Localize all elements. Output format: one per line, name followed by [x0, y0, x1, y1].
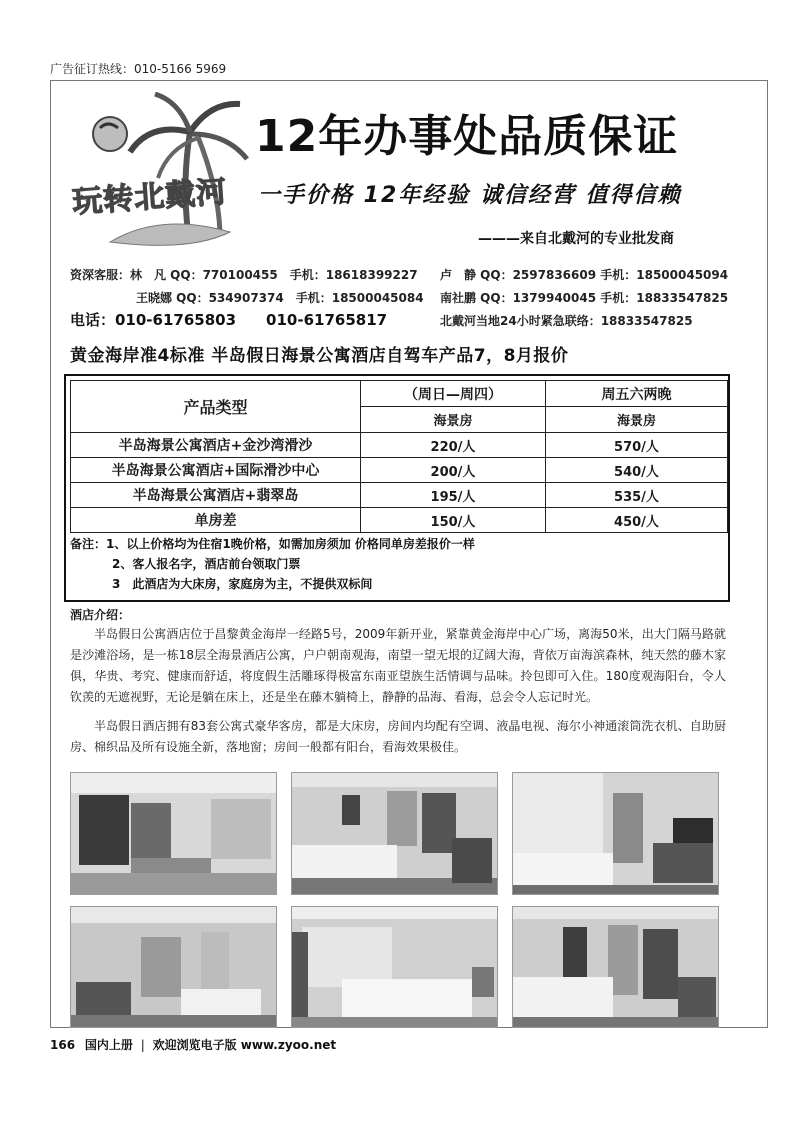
table-row [71, 433, 728, 458]
contact-wang-xiaona: 王晓娜 QQ：534907374 手机：18500045084 [136, 291, 424, 305]
source-tagline: ———来自北戴河的专业批发商 [478, 231, 674, 247]
photo-bedroom-2 [512, 772, 719, 895]
col-header-weekend: 周五六两晚 [546, 381, 728, 407]
emergency-contact: 北戴河当地24小时紧急联络：18833547825 [440, 314, 693, 328]
section-name: 国内上册 [84, 1038, 133, 1052]
contact-nan-shepeng: 南社鹏 QQ：1379940045 手机：18833547825 [440, 291, 729, 305]
note-1: 备注：1、以上价格均为住宿1晚价格，如需加房须加 价格同单房差报价一样 [70, 537, 475, 551]
row-weekend-price: 450/人 [546, 508, 728, 533]
col-header-type: 产品类型 [71, 381, 361, 433]
row-name: 半岛海景公寓酒店+金沙湾滑沙 [71, 433, 361, 458]
sub-header-weekend: 海景房 [546, 407, 728, 433]
photo-lobby [70, 772, 277, 895]
note-3: 3 此酒店为大床房，家庭房为主，不提供双标间 [112, 577, 373, 591]
row-name: 单房差 [71, 508, 361, 533]
photo-living-room [70, 906, 277, 1028]
col-header-weekday: （周日—周四） [361, 381, 546, 407]
row-weekday-price: 220/人 [361, 433, 546, 458]
ad-hotline: 广告征订热线：010-5166 5969 [50, 62, 227, 76]
price-title: 黄金海岸准4标准 半岛假日海景公寓酒店自驾车产品7，8月报价 [70, 346, 569, 366]
row-weekday-price: 195/人 [361, 483, 546, 508]
photo-bedroom-4 [512, 906, 719, 1028]
headline: 12年办事处品质保证 [255, 111, 679, 162]
contact-lin-fan: 资深客服：林 凡 QQ：770100455 手机：18618399227 [70, 268, 418, 282]
footer-slogan: 欢迎浏览电子版 www.zyoo.net [152, 1038, 337, 1052]
row-weekday-price: 150/人 [361, 508, 546, 533]
table-row [71, 458, 728, 483]
phone-numbers: 电话：010-61765803 010-61765817 [70, 311, 388, 329]
row-name: 半岛海景公寓酒店+国际滑沙中心 [71, 458, 361, 483]
intro-paragraph-1: 半岛假日公寓酒店位于昌黎黄金海岸一经路5号，2009年新开业，紧靠黄金海岸中心广场，离海50米，出大门隔马路就是沙滩浴场，是一栋18层全海景酒店公寓，户户朝南观海，南望一望无垠的辽阔大海，背依万亩海滨森林，纯天然的藤木家俱，华贵、考究、健康而舒适，将度假生活雕琢得极富东南亚望族生活情调与品味。拎包即可入住。180度观海阳台，令人钦羡的无遮视野，无论是躺在床上，还是坐在藤木躺椅上，静静的品海、看海，总会令人忘记时光。 [70, 627, 726, 704]
photo-bedroom-3 [291, 906, 498, 1028]
row-weekend-price: 535/人 [546, 483, 728, 508]
contact-lu-jing: 卢 静 QQ：2597836609 手机：18500045094 [440, 268, 729, 282]
page-footer: 166 国内上册 | 欢迎浏览电子版 www.zyoo.net [50, 1038, 337, 1052]
page-number: 166 [50, 1038, 76, 1052]
photo-bedroom-1 [291, 772, 498, 895]
price-table [70, 380, 728, 533]
row-weekend-price: 540/人 [546, 458, 728, 483]
table-row [71, 508, 728, 533]
intro-heading: 酒店介绍： [70, 608, 131, 622]
slogan: 一手价格 12年经验 诚信经营 值得信赖 [258, 183, 682, 208]
intro-paragraph-2: 半岛假日酒店拥有83套公寓式豪华客房，都是大床房，房间内均配有空调、液晶电视、海尔小神通滚筒洗衣机、自助厨房、棉织品及所有设施全新，落地窗；房间一般都有阳台，看海效果极佳。 [70, 719, 726, 754]
logo-text: 玩转北戴河 [71, 174, 229, 221]
row-weekday-price: 200/人 [361, 458, 546, 483]
note-2: 2、客人报名字，酒店前台领取门票 [112, 557, 301, 571]
row-name: 半岛海景公寓酒店+翡翠岛 [71, 483, 361, 508]
sub-header-weekday: 海景房 [361, 407, 546, 433]
row-weekend-price: 570/人 [546, 433, 728, 458]
table-row [71, 483, 728, 508]
